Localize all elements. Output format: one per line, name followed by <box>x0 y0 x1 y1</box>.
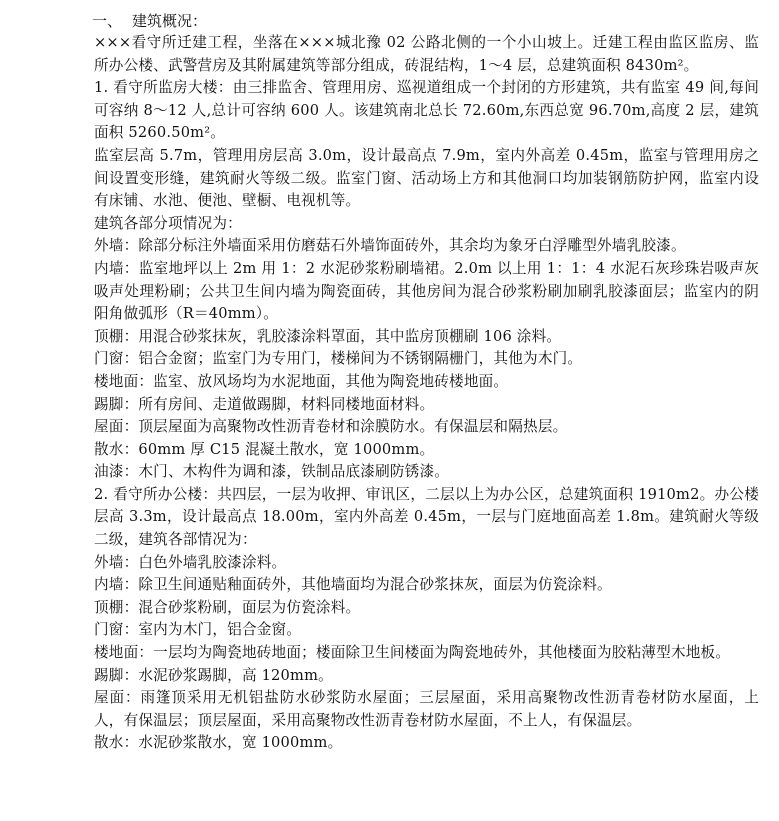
paragraph-office-apron: 散水：水泥砂浆散水，宽 1000mm。 <box>94 734 343 752</box>
paragraph-office-floor: 楼地面：一层均为陶瓷地砖地面；楼面除卫生间楼面为陶瓷地砖外，其他楼面为胶粘薄型木地板。 <box>94 644 731 662</box>
paragraph-exterior-wall: 外墙：除部分标注外墙面采用仿磨菇石外墙饰面砖外，其余均为象牙白浮雕型外墙乳胶漆。 <box>94 237 686 255</box>
section-number: 一、 <box>92 12 123 30</box>
paragraph-office-exterior-wall: 外墙：白色外墙乳胶漆涂料。 <box>94 553 287 571</box>
paragraph-office-building: 2. 看守所办公楼：共四层，一层为收押、审讯区，二层以上为办公区，总建筑面积 1910m2。办公楼层高 3.3m，设计最高点 18.00m，室内外高差 0.45m，一层与门庭地面高差 1.8m。建筑耐火等级二级，建筑各部情况为： <box>94 485 759 549</box>
paragraph-office-roof: 屋面：雨篷顶采用无机铝盐防水砂浆防水屋面；三层屋面，采用高聚物改性沥青卷材防水屋面，上人，有保温层；顶层屋面，采用高聚物改性沥青卷材防水屋面，不上人，有保温层。 <box>94 689 759 729</box>
paragraph-items-intro: 建筑各部分项情况为： <box>94 214 242 232</box>
paragraph-paint: 油漆：木门、木构件为调和漆，铁制品底漆刷防锈漆。 <box>94 463 450 481</box>
paragraph-skirting: 踢脚：所有房间、走道做踢脚，材料同楼地面材料。 <box>94 395 435 413</box>
section-title: 建筑概况： <box>132 12 208 30</box>
paragraph-roof: 屋面：顶层屋面为高聚物改性沥青卷材和涂膜防水。有保温层和隔热层。 <box>94 418 568 436</box>
paragraph-ceiling: 顶棚：用混合砂浆抹灰，乳胶漆涂料罩面，其中监房顶棚刷 106 涂料。 <box>94 327 562 345</box>
paragraph-apron: 散水：60mm 厚 C15 混凝土散水，宽 1000mm。 <box>94 440 435 458</box>
paragraph-office-interior-wall: 内墙：除卫生间通贴釉面砖外，其他墙面均为混合砂浆抹灰，面层为仿瓷涂料。 <box>94 576 612 594</box>
paragraph-office-ceiling: 顶棚：混合砂浆粉刷，面层为仿瓷涂料。 <box>94 598 361 616</box>
paragraph-office-doors-windows: 门窗：室内为木门，铝合金窗。 <box>94 621 302 639</box>
section-heading <box>92 10 759 32</box>
paragraph-interior-wall: 内墙：监室地坪以上 2m 用 1：2 水泥砂浆粉刷墙裙。2.0m 以上用 1：1：4 水泥石灰珍珠岩吸声灰吸声处理粉刷；公共卫生间内墙为陶瓷面砖，其他房间为混合砂浆粉刷加刷乳胶漆面层；监室内的阴阳角做弧形（R＝40mm）。 <box>94 259 759 323</box>
paragraph-doors-windows: 门窗：铝合金窗；监室门为专用门，楼梯间为不锈钢隔栅门，其他为木门。 <box>94 350 583 368</box>
paragraph-cell-building: 1. 看守所监房大楼：由三排监舍、管理用房、巡视道组成一个封闭的方形建筑，共有监室 49 间,每间可容纳 8～12 人,总计可容纳 600 人。该建筑南北总长 72.60m,东西总宽 96.70m,高度 2 层，建筑面积 5260.50m²。 <box>94 79 759 142</box>
paragraph-floor: 楼地面：监室、放风场均为水泥地面，其他为陶瓷地砖楼地面。 <box>94 372 509 390</box>
paragraph-overview: ×××看守所迁建工程，坐落在×××城北豫 02 公路北侧的一个小山坡上。迁建工程由监区监房、监所办公楼、武警营房及其附属建筑等部分组成，砖混结构，1～4 层，总建筑面积 8430m²。 <box>94 34 759 74</box>
paragraph-cell-heights: 监室层高 5.7m，管理用房层高 3.0m，设计最高点 7.9m，室内外高差 0.45m，监室与管理用房之间设置变形缝，建筑耐火等级二级。监室门窗、活动场上方和其他洞口均加装钢筋防护网，监室内设有床铺、水池、便池、壁橱、电视机等。 <box>94 146 759 210</box>
paragraph-office-skirting: 踢脚：水泥砂浆踢脚，高 120mm。 <box>94 666 333 684</box>
